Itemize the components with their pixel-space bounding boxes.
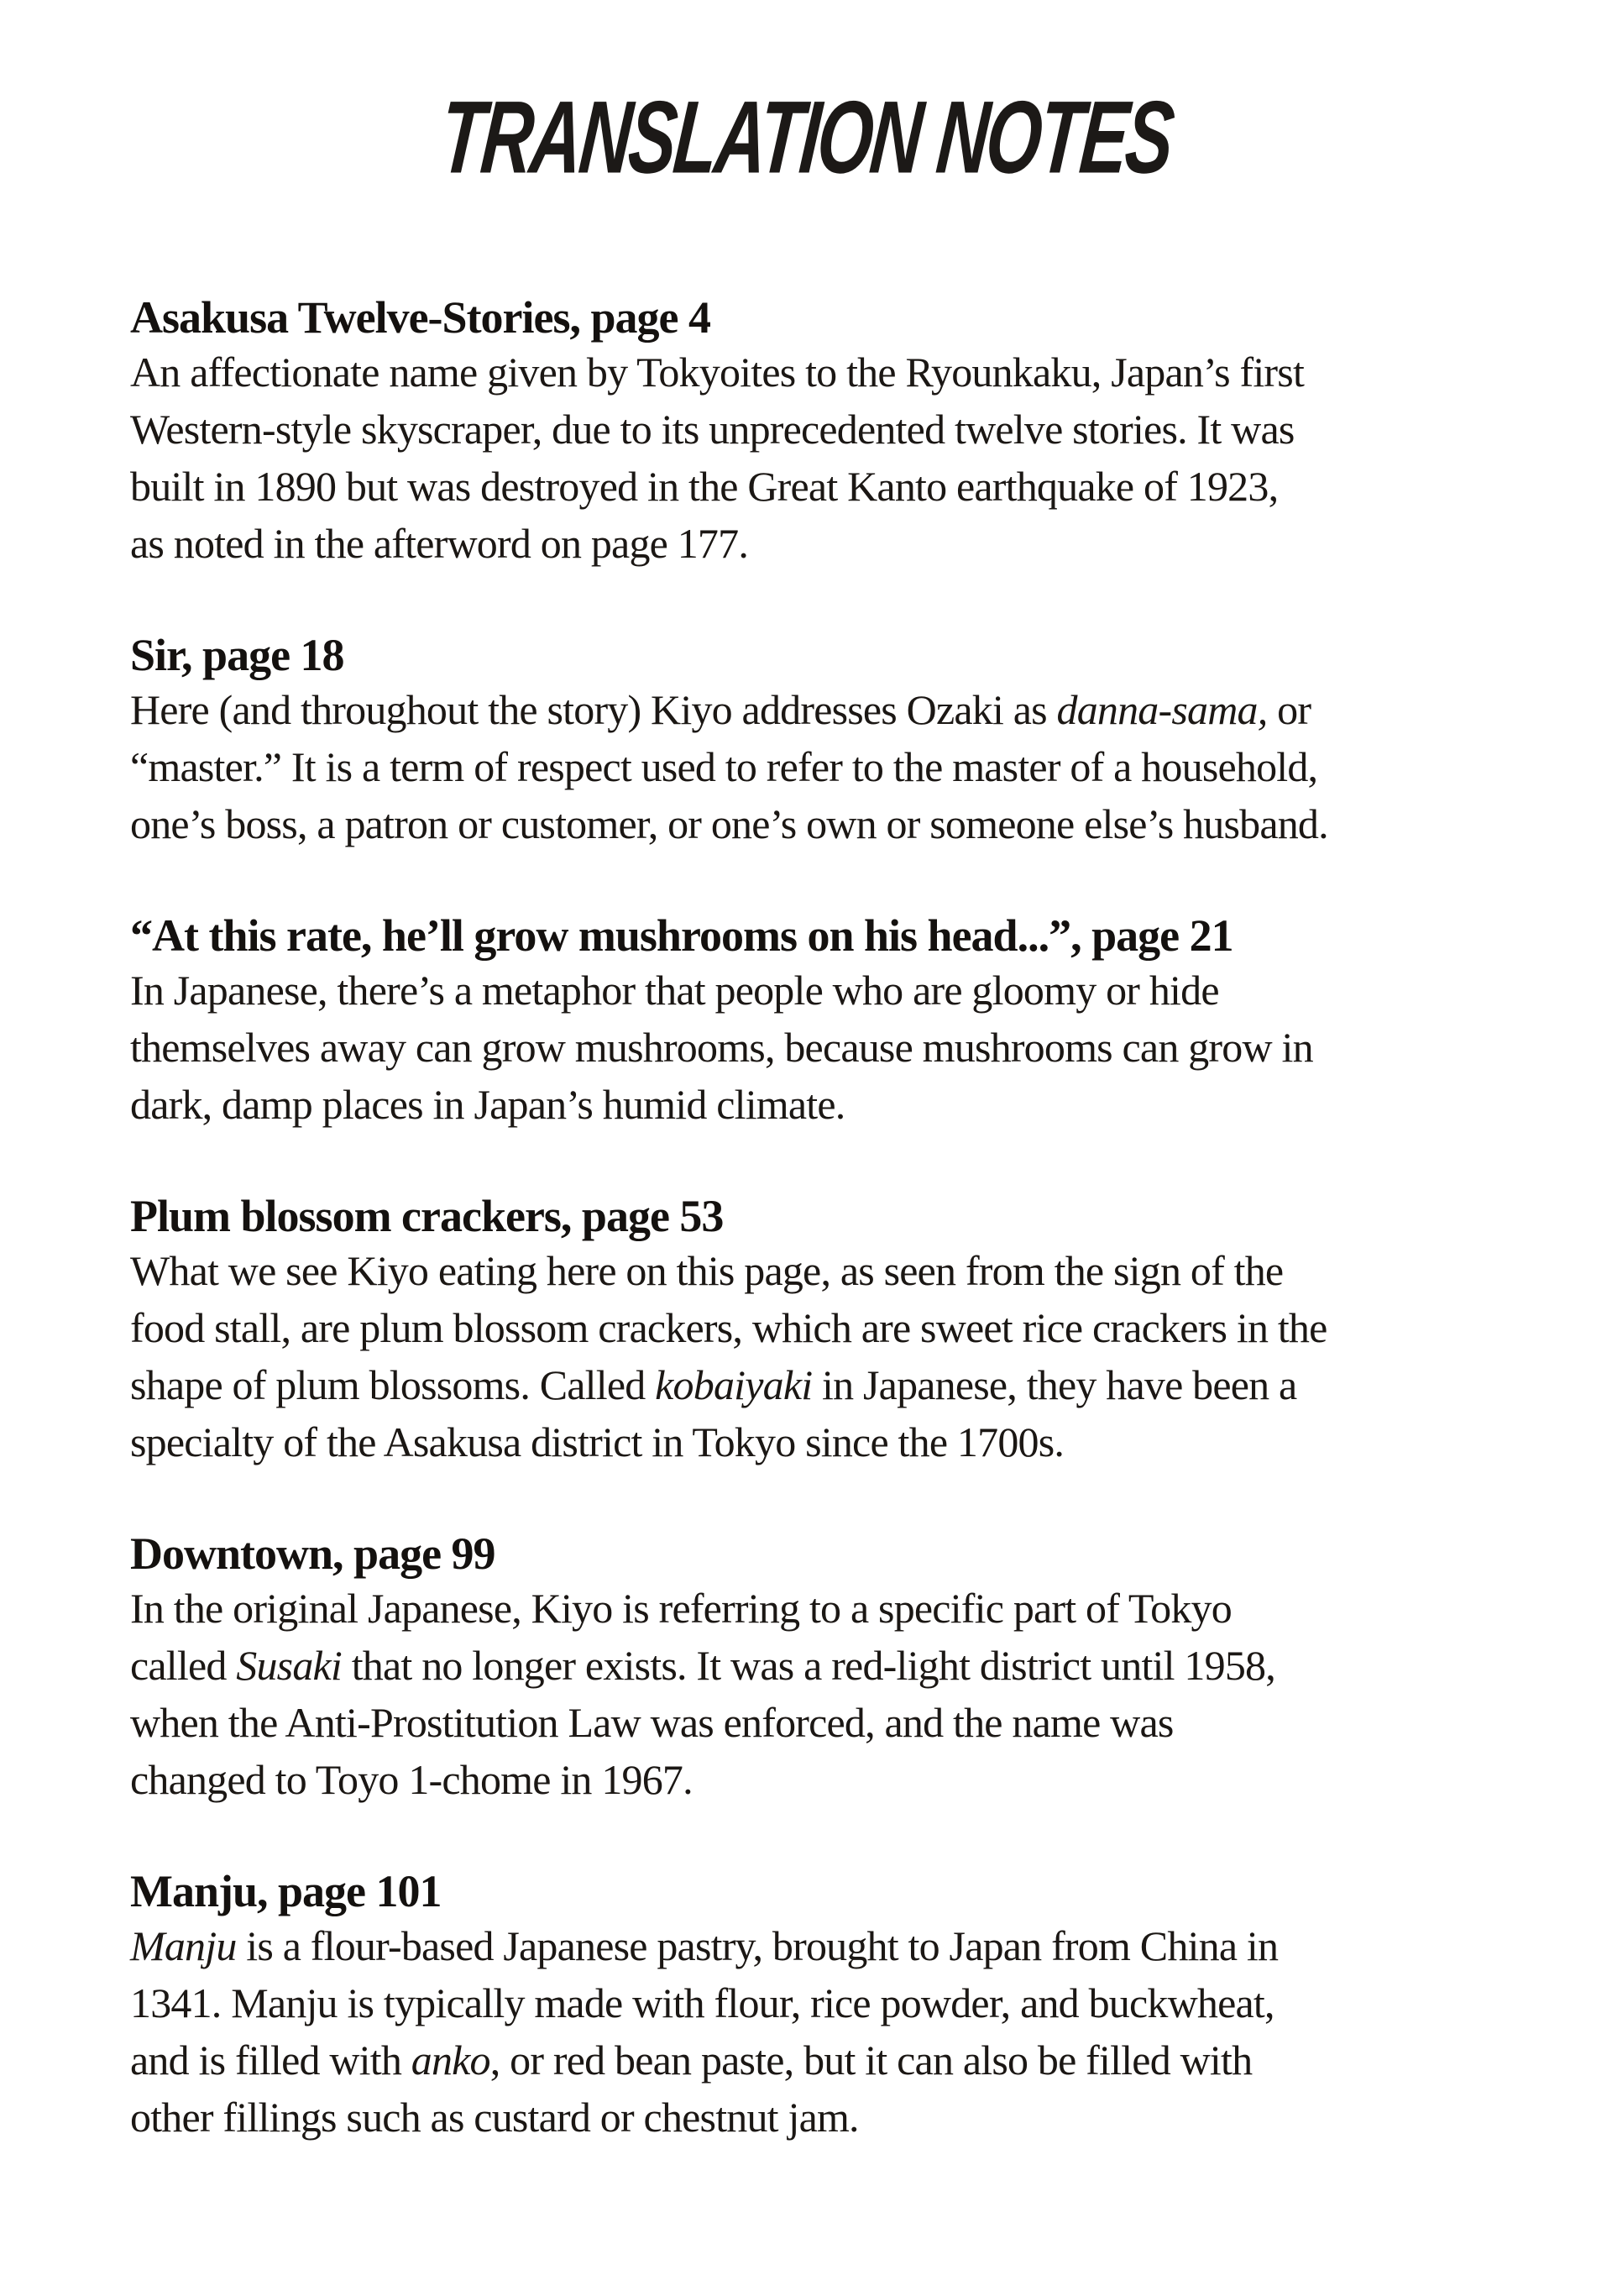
text-segment: themselves away can grow mushrooms, because mushrooms can grow in (130, 1024, 1313, 1071)
text-segment: is a flour-based Japanese pastry, brought to Japan from China in (236, 1922, 1279, 1969)
text-segment: shape of plum blossoms. Called (130, 1361, 656, 1408)
note-section (130, 909, 1500, 1133)
note-line (130, 1637, 1500, 1694)
notes-list (130, 291, 1500, 2203)
note-line (130, 1694, 1500, 1751)
text-segment: specialty of the Asakusa district in Tokyo since the 1700s. (130, 1418, 1065, 1465)
text-segment: that no longer exists. It was a red-light district until 1958, (342, 1642, 1275, 1689)
note-body (130, 1580, 1500, 1808)
note-section (130, 291, 1500, 572)
note-body (130, 1242, 1500, 1470)
note-section (130, 1865, 1500, 2146)
text-segment: in Japanese, they have been a (812, 1361, 1297, 1408)
note-body (130, 1917, 1500, 2146)
note-heading: Downtown, page 99 (130, 1528, 495, 1579)
text-segment: 1341. Manju is typically made with flour, rice powder, and buckwheat, (130, 1979, 1274, 2026)
note-line (130, 681, 1500, 738)
note-section (130, 629, 1500, 852)
note-body (130, 343, 1500, 572)
text-segment: as noted in the afterword on page 177. (130, 520, 749, 567)
note-line (130, 1076, 1500, 1133)
note-heading: Sir, page 18 (130, 630, 344, 680)
text-segment: “master.” It is a term of respect used to refer to the master of a household, (130, 743, 1318, 790)
note-heading: “At this rate, he’ll grow mushrooms on his head...”, page 21 (130, 910, 1233, 961)
text-segment: An affectionate name given by Tokyoites to the Ryounkaku, Japan’s first (130, 349, 1305, 396)
text-segment: food stall, are plum blossom crackers, which are sweet rice crackers in the (130, 1304, 1327, 1351)
note-line (130, 1917, 1500, 1974)
text-segment: other fillings such as custard or chestnut jam. (130, 2094, 859, 2141)
text-segment: In Japanese, there’s a metaphor that people who are gloomy or hide (130, 967, 1219, 1014)
note-line (130, 1356, 1500, 1413)
note-line (130, 795, 1500, 852)
text-segment: dark, damp places in Japan’s humid climate. (130, 1081, 845, 1128)
text-segment: , or red bean paste, but it can also be filled with (489, 2037, 1253, 2084)
text-segment: called (130, 1642, 237, 1689)
text-segment: built in 1890 but was destroyed in the Great Kanto earthquake of 1923, (130, 463, 1279, 510)
note-heading: Manju, page 101 (130, 1866, 442, 1916)
italic-term: danna-sama, (1056, 686, 1268, 733)
note-line (130, 343, 1500, 401)
note-line (130, 1242, 1500, 1299)
note-section (130, 1528, 1500, 1808)
note-section (130, 1190, 1500, 1470)
note-line (130, 1580, 1500, 1637)
note-line (130, 2031, 1500, 2089)
note-heading: Asakusa Twelve-Stories, page 4 (130, 292, 711, 343)
text-segment: changed to Toyo 1-chome in 1967. (130, 1756, 693, 1803)
note-line (130, 1751, 1500, 1808)
text-segment: one’s boss, a patron or customer, or one’s own or someone else’s husband. (130, 800, 1328, 847)
text-segment: or (1267, 686, 1311, 733)
note-line (130, 962, 1500, 1019)
text-segment: What we see Kiyo eating here on this page, as seen from the sign of the (130, 1247, 1284, 1294)
note-line (130, 1019, 1500, 1076)
note-heading: Plum blossom crackers, page 53 (130, 1191, 724, 1241)
note-line (130, 1974, 1500, 2031)
note-line (130, 1299, 1500, 1356)
note-line (130, 515, 1500, 572)
note-line (130, 2089, 1500, 2146)
page-title: TRANSLATION NOTES (436, 80, 1176, 196)
italic-term: anko (411, 2037, 490, 2084)
text-segment: and is filled with (130, 2037, 411, 2084)
note-line (130, 738, 1500, 795)
italic-term: Susaki (236, 1642, 343, 1689)
note-line (130, 401, 1500, 458)
note-line (130, 1413, 1500, 1470)
text-segment: In the original Japanese, Kiyo is referring to a specific part of Tokyo (130, 1585, 1232, 1632)
text-segment: Western-style skyscraper, due to its unprecedented twelve stories. It was (130, 406, 1295, 453)
note-body (130, 681, 1500, 852)
italic-term: Manju (130, 1922, 237, 1969)
text-segment: Here (and throughout the story) Kiyo addresses Ozaki as (130, 686, 1057, 733)
note-line (130, 458, 1500, 515)
italic-term: kobaiyaki (655, 1361, 813, 1408)
note-body (130, 962, 1500, 1133)
text-segment: when the Anti-Prostitution Law was enforced, and the name was (130, 1699, 1174, 1746)
